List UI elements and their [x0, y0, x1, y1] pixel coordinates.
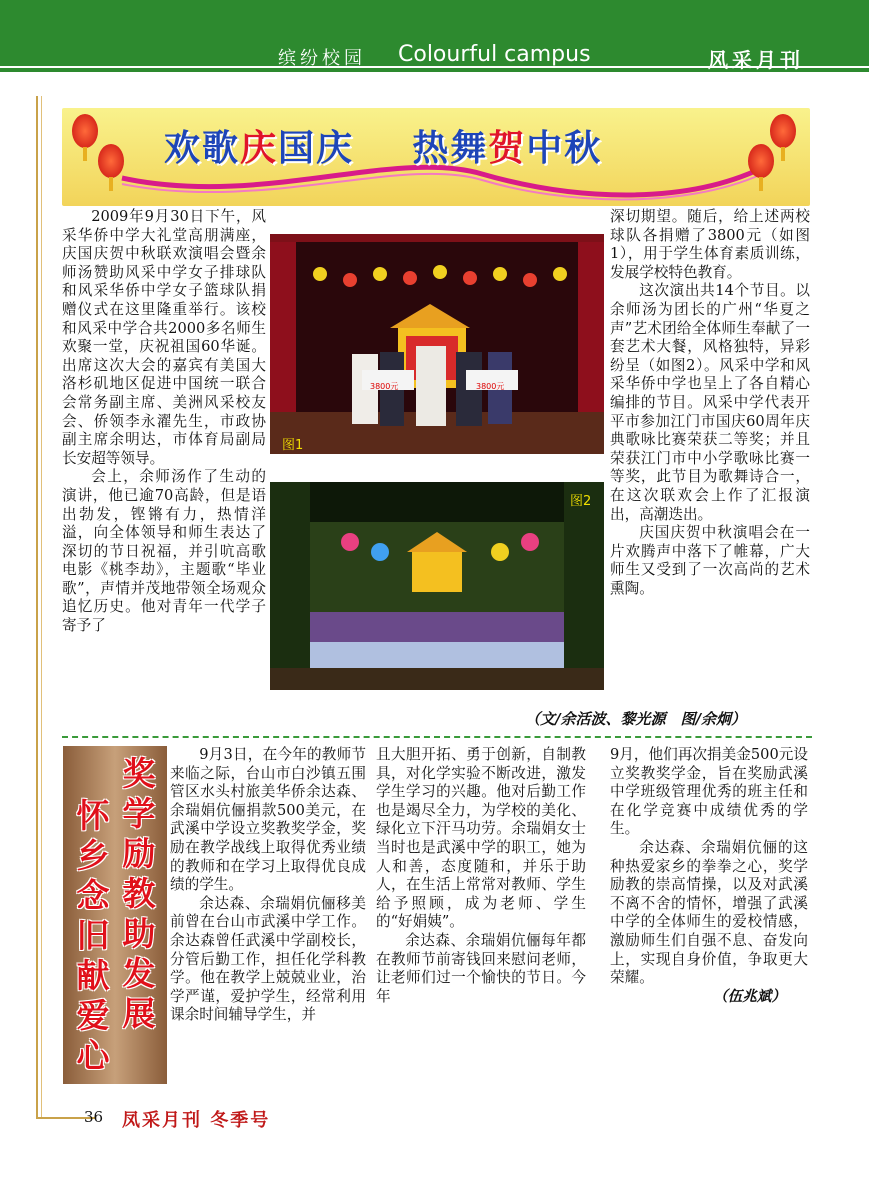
article1-credit: （文/余活波、黎光源 图/余炯）: [525, 710, 746, 728]
article2-title-left: 怀乡念旧献爱心: [76, 796, 110, 1075]
banner-title-part: 庆: [240, 128, 279, 169]
article2-title-right: 奖学励教助发展: [122, 754, 156, 1033]
header-bar: [0, 0, 869, 72]
paragraph: 余达森、余瑞娟伉俪的这种热爱家乡的拳拳之心，奖学励教的崇高情操，以及对武溪不离不舍的情怀，增强了武溪中学的全体师生的爱校情感，激励师生们自强不息、奋发向上，实现自身价值，争取更大荣耀。: [610, 838, 808, 987]
banner-title-part: 热舞: [412, 128, 489, 169]
footer-magazine-issue: 凤采月刊 冬季号: [122, 1110, 271, 1131]
photo-1-scene: [270, 234, 604, 454]
photo-1-check-left: 3800元: [370, 382, 399, 391]
photo-2-scene: [270, 482, 604, 690]
paragraph: 余达森、余瑞娟伉俪每年都在教师节前寄钱回来慰问老师，让老师们过一个愉快的节日。今年: [376, 931, 586, 1005]
article2-column-1: [170, 746, 366, 1025]
paragraph: 会上，余师汤作了生动的演讲，他已逾70高龄，但是语出勃发，铿锵有力，热情洋溢，向全体领导和师生表达了深切的节日祝福，并引吭高歌电影《桃李劫》，主题歌“毕业歌”，声情并茂地带领全场观众追忆历史。他对青年一代学子寄予了: [62, 468, 266, 635]
paragraph: 深切期望。随后，给上述两校球队各捐赠了3800元（如图1），用于学生体育素质训练，发展学校特色教育。: [610, 208, 810, 281]
article2-column-2: [376, 746, 586, 1006]
photo-2-caption: 图2: [570, 494, 592, 509]
magazine-name: 风采月刊: [708, 48, 804, 72]
paragraph: 9月3日，在今年的教师节来临之际，台山市白沙镇五围管区水头村旅美华侨余达森、余瑞娟伉俪捐款500美元，在武溪中学设立奖教奖学金，奖励在教学战线上取得优秀业绩的教师和在学习上取得优良成绩的学生。: [170, 746, 366, 894]
lantern-icon: [748, 144, 774, 178]
lantern-icon: [72, 114, 98, 148]
lantern-icon: [98, 144, 124, 178]
paragraph: 9月，他们再次捐美金500元设立奖教奖学金，旨在奖励武溪中学班级管理优秀的班主任和在化学竞赛中成绩优秀的学生。: [610, 746, 808, 838]
page-frame-left: [36, 96, 38, 1118]
photo-1-check-right: 3800元: [476, 382, 505, 391]
article-divider: [62, 736, 812, 738]
paragraph: 庆国庆贺中秋演唱会在一片欢腾声中落下了帷幕，广大师生又受到了一次高尚的艺术熏陶。: [610, 524, 810, 597]
banner-title: [164, 120, 602, 171]
article1-column-right: [610, 208, 810, 598]
page-number: 36: [84, 1108, 104, 1126]
article-banner: [62, 108, 810, 206]
banner-title-part: 中秋: [526, 128, 603, 169]
article2-author: （伍兆斌）: [713, 987, 786, 1005]
photo-2: [270, 482, 604, 690]
article2-title-box: [63, 746, 167, 1084]
photo-1-caption: 图1: [282, 438, 304, 453]
banner-title-part: 国庆: [278, 128, 355, 169]
photo-1: [270, 234, 604, 454]
paragraph: 2009年9月30日下午，风采华侨中学大礼堂高朋满座，庆国庆贺中秋联欢演唱会暨余师汤赞助风采中学女子排球队和风采华侨中学女子篮球队捐赠仪式在这里隆重举行。该校和风采中学合共2000多名师生欢聚一堂，庆祝祖国60华诞。出席这次大会的嘉宾有美国大洛杉矶地区促进中国统一联合会常务副主席、美洲风采校友会、侨领李永濯先生，市政协副主席余明达，市体育局副局长安超等领导。: [62, 208, 266, 467]
paragraph: 余达森、余瑞娟伉俪移美前曾在台山市武溪中学工作。余达森曾任武溪中学副校长，分管后勤工作，担任化学科教学。他在教学上兢兢业业，治学严谨，爱护学生，经常利用课余时间辅导学生，并: [170, 894, 366, 1024]
article1-column-left: [62, 208, 266, 636]
section-title-cn: 缤纷校园: [278, 48, 366, 69]
banner-title-part: 欢歌: [164, 128, 241, 169]
paragraph: 这次演出共14个节目。以余师汤为团长的广州“华夏之声”艺术团给全体师生奉献了一套艺术大餐，风格独特，异彩纷呈（如图2）。风采中学和风采华侨中学也呈上了各自精心编排的节目。风采中学代表开平市参加江门市国庆60周年庆典歌咏比赛荣获二等奖；并且荣获江门市中小学歌咏比赛一等奖，此节目为歌舞诗合一，在这次联欢会上作了汇报演出，高潮迭出。: [610, 282, 810, 523]
paragraph: 且大胆开拓、勇于创新，自制教具，对化学实验不断改进，激发学生学习的兴趣。他对后勤工作也是竭尽全力，为学校的美化、绿化立下汗马功劳。余瑞娟女士当时也是武溪中学的职工，她为人和善，态度随和，并乐于助人，在生活上常常对教师、学生给予照顾，成为老师、学生的“好娟姨”。: [376, 746, 586, 931]
article2-column-3: [610, 746, 808, 1006]
banner-title-part: 贺: [488, 128, 527, 169]
section-title-en: Colourful campus: [398, 42, 591, 67]
page-frame-left-inner: [41, 96, 42, 1118]
lantern-icon: [770, 114, 796, 148]
